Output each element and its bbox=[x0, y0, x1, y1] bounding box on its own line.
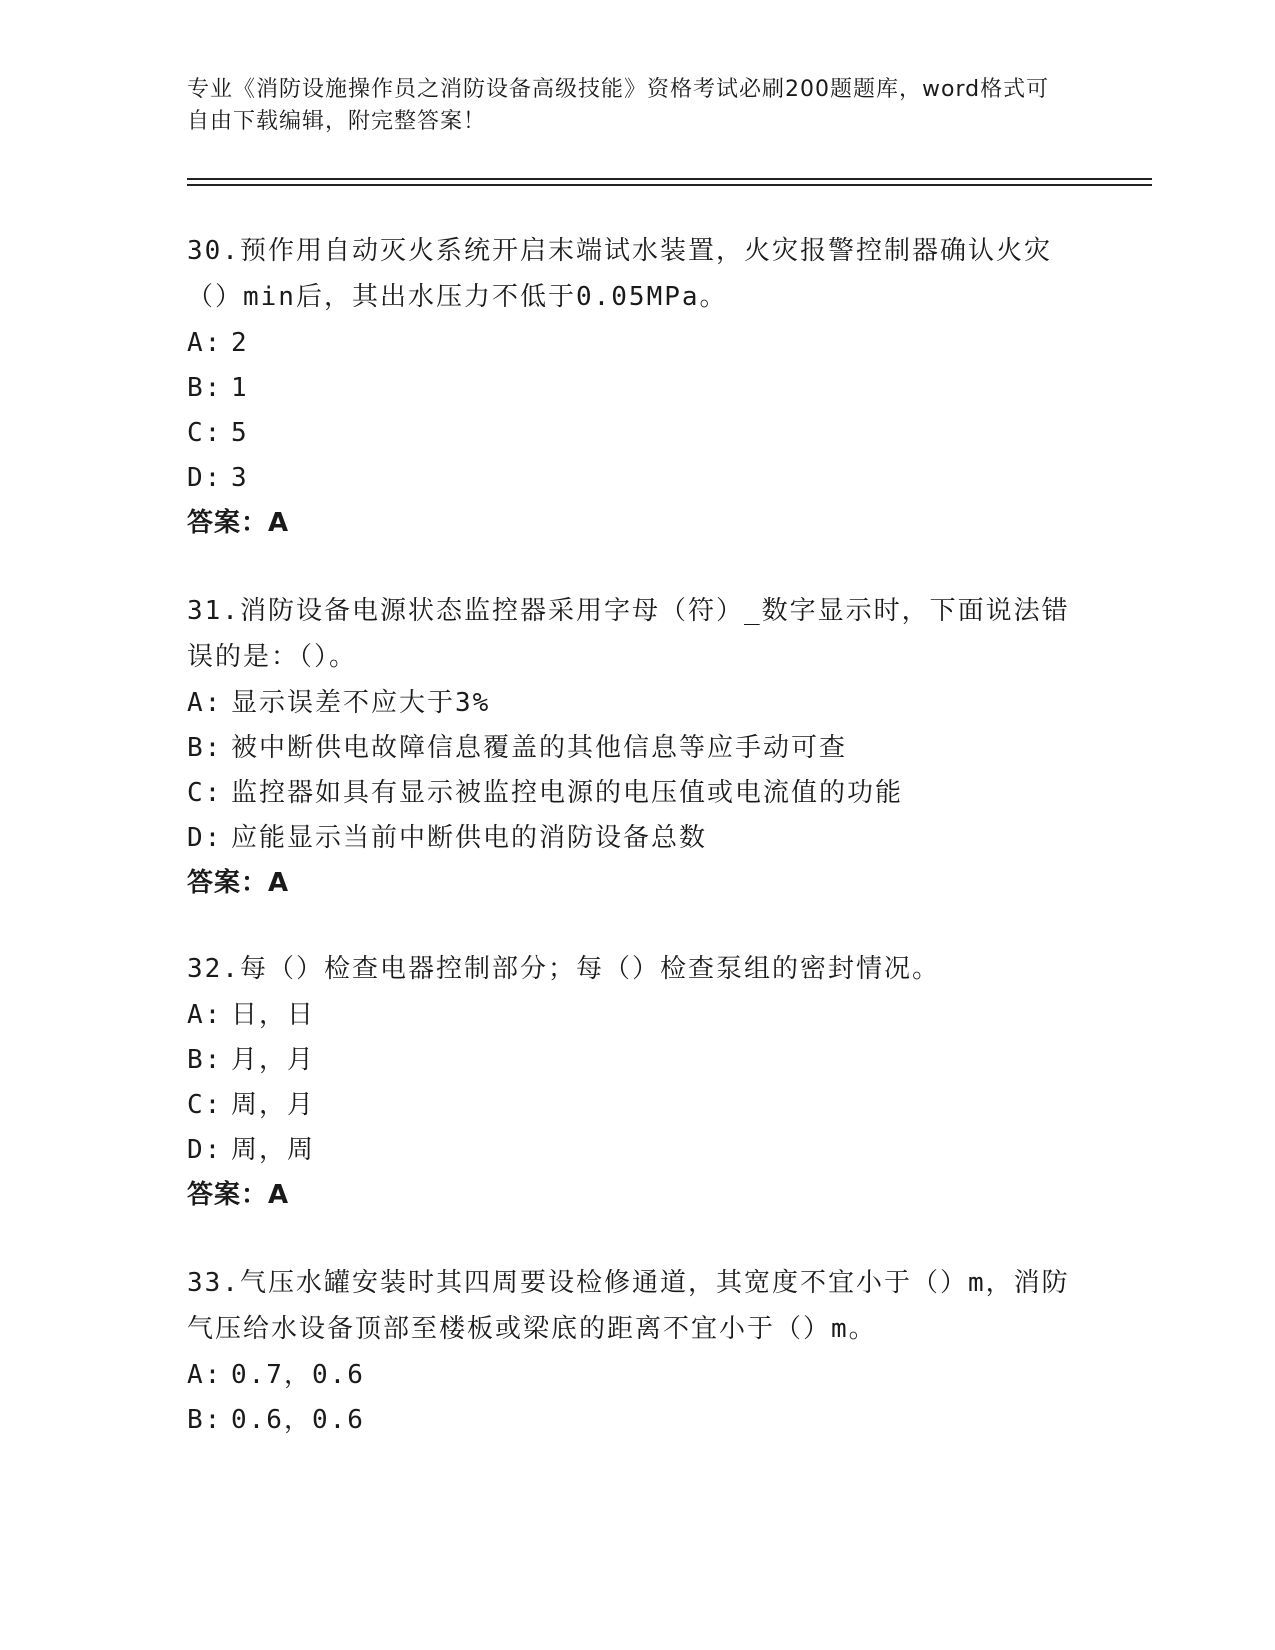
option-key: B: bbox=[187, 733, 223, 763]
option-text: 0.7，0.6 bbox=[231, 1360, 365, 1390]
question-31 bbox=[187, 588, 1087, 906]
option-a bbox=[187, 1352, 1087, 1397]
answer-line: 答案：A bbox=[187, 1180, 290, 1210]
option-key: C: bbox=[187, 1090, 223, 1120]
question-stem: 30.预作用自动灭火系统开启末端试水装置，火灾报警控制器确认火灾（）min后，其出水压力不低于0.05MPa。 bbox=[187, 236, 1052, 312]
option-text: 5 bbox=[231, 418, 249, 448]
option-key: C: bbox=[187, 418, 223, 448]
question-stem: 31.消防设备电源状态监控器采用字母（符）_数字显示时，下面说法错误的是：（）。 bbox=[187, 596, 1070, 672]
option-key: A: bbox=[187, 1000, 223, 1030]
option-text: 周，月 bbox=[231, 1090, 316, 1120]
header-divider-bottom bbox=[187, 184, 1152, 186]
option-key: D: bbox=[187, 823, 223, 853]
option-text: 0.6，0.6 bbox=[231, 1405, 365, 1435]
option-b bbox=[187, 1397, 1087, 1442]
option-key: B: bbox=[187, 373, 223, 403]
option-d bbox=[187, 1127, 1087, 1172]
option-c bbox=[187, 1082, 1087, 1127]
option-key: A: bbox=[187, 688, 223, 718]
option-text: 3 bbox=[231, 463, 249, 493]
answer-line: 答案：A bbox=[187, 508, 290, 538]
option-key: A: bbox=[187, 1360, 223, 1390]
option-b bbox=[187, 365, 1087, 410]
question-32 bbox=[187, 946, 1087, 1218]
option-key: C: bbox=[187, 778, 223, 808]
option-key: B: bbox=[187, 1405, 223, 1435]
option-key: D: bbox=[187, 463, 223, 493]
option-text: 2 bbox=[231, 328, 249, 358]
option-text: 被中断供电故障信息覆盖的其他信息等应手动可查 bbox=[231, 733, 848, 763]
option-key: B: bbox=[187, 1045, 223, 1075]
option-text: 1 bbox=[231, 373, 249, 403]
option-d bbox=[187, 815, 1087, 860]
question-stem: 32.每（）检查电器控制部分；每（）检查泵组的密封情况。 bbox=[187, 954, 940, 984]
option-c bbox=[187, 410, 1087, 455]
document-header: 专业《消防设施操作员之消防设备高级技能》资格考试必刷200题题库，word格式可自由下载编辑，附完整答案！ bbox=[187, 77, 1050, 134]
question-stem: 33.气压水罐安装时其四周要设检修通道，其宽度不宜小于（）m，消防气压给水设备顶部至楼板或梁底的距离不宜小于（）m。 bbox=[187, 1268, 1070, 1344]
option-text: 日，日 bbox=[231, 1000, 316, 1030]
answer-line: 答案：A bbox=[187, 868, 290, 898]
option-a bbox=[187, 992, 1087, 1037]
option-text: 月，月 bbox=[231, 1045, 316, 1075]
option-key: A: bbox=[187, 328, 223, 358]
option-text: 显示误差不应大于3% bbox=[231, 688, 491, 718]
option-a bbox=[187, 320, 1087, 365]
question-33 bbox=[187, 1260, 1087, 1442]
option-d bbox=[187, 455, 1087, 500]
option-text: 周，周 bbox=[231, 1135, 316, 1165]
header-divider-top bbox=[187, 178, 1152, 180]
option-key: D: bbox=[187, 1135, 223, 1165]
option-b bbox=[187, 1037, 1087, 1082]
option-text: 应能显示当前中断供电的消防设备总数 bbox=[231, 823, 708, 853]
option-a bbox=[187, 680, 1087, 725]
option-text: 监控器如具有显示被监控电源的电压值或电流值的功能 bbox=[231, 778, 904, 808]
option-c bbox=[187, 770, 1087, 815]
option-b bbox=[187, 725, 1087, 770]
question-30 bbox=[187, 228, 1087, 546]
